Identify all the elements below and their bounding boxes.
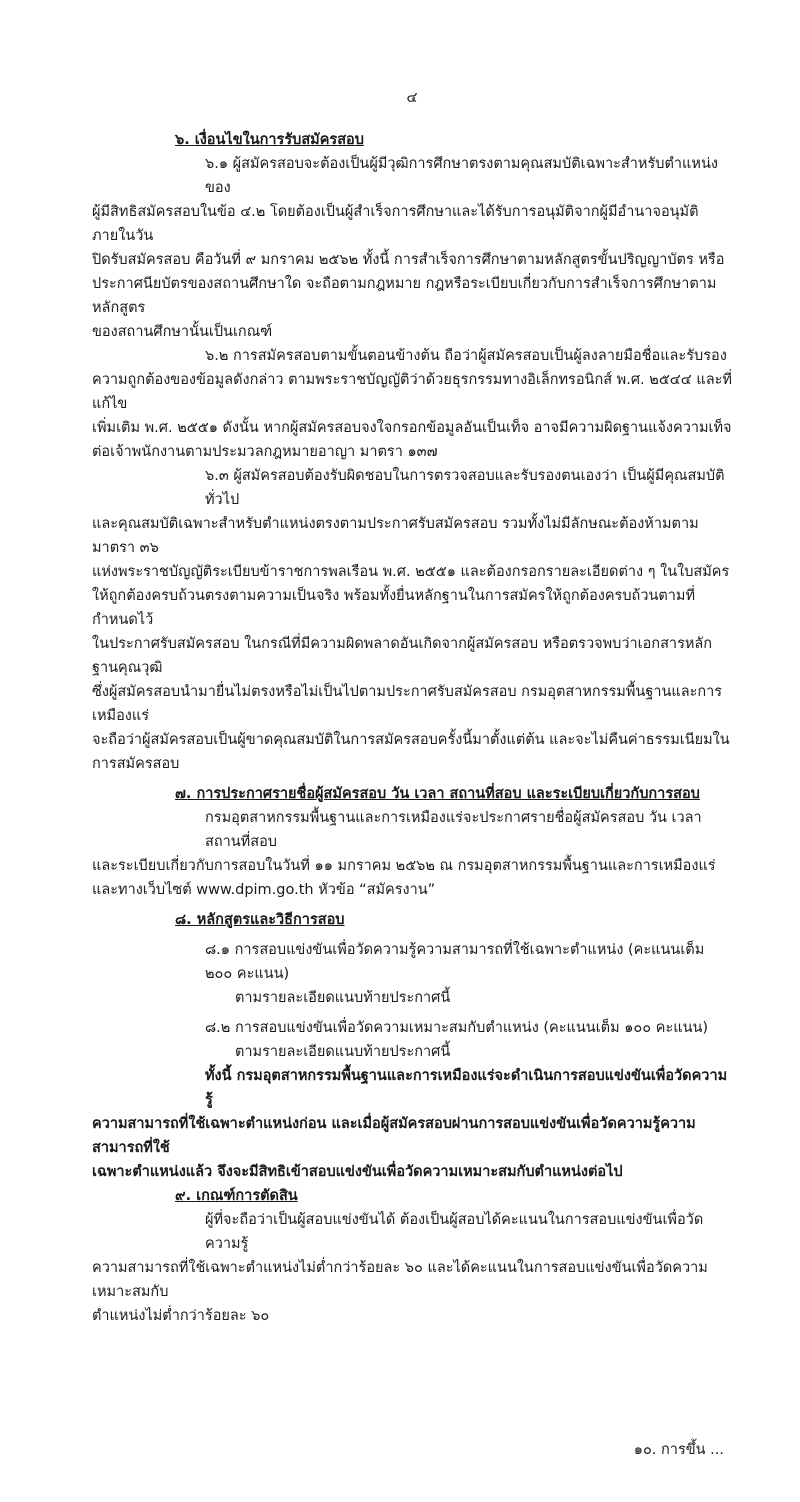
para-6-2-line: เพิ่มเติม พ.ศ. ๒๕๕๑ ดังนั้น หากผู้สมัครสอบจงใจกรอกข้อมูลอันเป็นเท็จ อาจมีความผิดฐานแจ้งความเท็จ <box>92 420 732 436</box>
para-6-2-line: ๖.๒ การสมัครสอบตามขั้นตอนข้างต้น ถือว่าผู้สมัครสอบเป็นผู้ลงลายมือชื่อและรับรอง <box>205 348 727 364</box>
section-8-note-line: ความสามารถที่ใช้เฉพาะตำแหน่งก่อน และเมื่อผู้สมัครสอบผ่านการสอบแข่งขันเพื่อวัดความรู้ความสามารถที่ใช้ <box>92 1116 696 1156</box>
continuation-footer: ๑๐. การขึ้น ... <box>633 1442 724 1458</box>
item-8-2-detail: ตามรายละเอียดแนบท้ายประกาศนี้ <box>235 1044 451 1060</box>
section-8-heading: ๘. หลักสูตรและวิธีการสอบ <box>175 912 345 928</box>
section-8-note-line: ทั้งนี้ กรมอุตสาหกรรมพื้นฐานและการเหมืองแร่จะดำเนินการสอบแข่งขันเพื่อวัดความรู้ <box>205 1068 728 1108</box>
para-6-1-line: ของสถานศึกษานั้นเป็นเกณฑ์ <box>92 324 273 340</box>
para-6-3-line: แห่งพระราชบัญญัติระเบียบข้าราชการพลเรือน พ.ศ. ๒๕๕๑ และต้องกรอกรายละเอียดต่าง ๆ ในใบสมัคร <box>92 564 730 580</box>
section-9-line: ตำแหน่งไม่ต่ำกว่าร้อยละ ๖๐ <box>92 1308 270 1324</box>
para-6-2-line: ความถูกต้องของข้อมูลดังกล่าว ตามพระราชบัญญัติว่าด้วยธุรกรรมทางอิเล็กทรอนิกส์ พ.ศ. ๒๕๔๔ และที่แก้ไข <box>92 372 732 412</box>
para-6-1-line: ประกาศนียบัตรของสถานศึกษาใด จะถือตามกฎหมาย กฎหรือระเบียบเกี่ยวกับการสำเร็จการศึกษาตามหลักสูตร <box>92 276 717 316</box>
section-7-line: และระเบียบเกี่ยวกับการสอบในวันที่ ๑๑ มกราคม ๒๕๖๒ ณ กรมอุตสาหกรรมพื้นฐานและการเหมืองแร่ <box>92 858 716 874</box>
para-6-2-line: ต่อเจ้าพนักงานตามประมวลกฎหมายอาญา มาตรา ๑๓๗ <box>92 444 438 460</box>
para-6-3-line: ในประกาศรับสมัครสอบ ในกรณีที่มีความผิดพลาดอันเกิดจากผู้สมัครสอบ หรือตรวจพบว่าเอกสารหลักฐานคุณวุฒิ <box>92 636 713 676</box>
para-6-1-line: ปิดรับสมัครสอบ คือวันที่ ๙ มกราคม ๒๕๖๒ ทั้งนี้ การสำเร็จการศึกษาตามหลักสูตรขั้นปริญญาบัตร หรือ <box>92 252 725 268</box>
section-7-line: กรมอุตสาหกรรมพื้นฐานและการเหมืองแร่จะประกาศรายชื่อผู้สมัครสอบ วัน เวลา สถานที่สอบ <box>205 810 702 850</box>
section-9-line: ผู้ที่จะถือว่าเป็นผู้สอบแข่งขันได้ ต้องเป็นผู้สอบได้คะแนนในการสอบแข่งขันเพื่อวัดความรู้ <box>205 1212 704 1252</box>
section-7-heading: ๗. การประกาศรายชื่อผู้สมัครสอบ วัน เวลา สถานที่สอบ และระเบียบเกี่ยวกับการสอบ <box>175 786 700 802</box>
para-6-1-line: ผู้มีสิทธิสมัครสอบในข้อ ๔.๒ โดยต้องเป็นผู้สำเร็จการศึกษาและได้รับการอนุมัติจากผู้มีอำนาจอนุมัติภายในวัน <box>92 204 699 244</box>
item-8-2: ๘.๒ การสอบแข่งขันเพื่อวัดความเหมาะสมกับตำแหน่ง (คะแนนเต็ม ๑๐๐ คะแนน) <box>205 1020 709 1036</box>
section-6-heading: ๖. เงื่อนไขในการรับสมัครสอบ <box>175 132 364 148</box>
para-6-3-line: จะถือว่าผู้สมัครสอบเป็นผู้ขาดคุณสมบัติในการสมัครสอบครั้งนี้มาตั้งแต่ต้น และจะไม่คืนค่าธรรมเนียมในการสมัครสอบ <box>92 732 730 772</box>
para-6-1-line: ๖.๑ ผู้สมัครสอบจะต้องเป็นผู้มีวุฒิการศึกษาตรงตามคุณสมบัติเฉพาะสำหรับตำแหน่งของ <box>205 156 718 196</box>
section-8-note-line: เฉพาะตำแหน่งแล้ว จึงจะมีสิทธิเข้าสอบแข่งขันเพื่อวัดความเหมาะสมกับตำแหน่งต่อไป <box>92 1164 623 1180</box>
section-9-heading: ๙. เกณฑ์การตัดสิน <box>175 1188 298 1204</box>
page-number: ๔ <box>406 90 418 106</box>
para-6-3-line: ซึ่งผู้สมัครสอบนำมายื่นไม่ตรงหรือไม่เป็นไปตามประกาศรับสมัครสอบ กรมอุตสาหกรรมพื้นฐานและการเหมืองแร่ <box>92 684 723 724</box>
para-6-3-line: ๖.๓ ผู้สมัครสอบต้องรับผิดชอบในการตรวจสอบและรับรองตนเองว่า เป็นผู้มีคุณสมบัติทั่วไป <box>205 468 725 508</box>
para-6-3-line: ให้ถูกต้องครบถ้วนตรงตามความเป็นจริง พร้อมทั้งยื่นหลักฐานในการสมัครให้ถูกต้องครบถ้วนตามที่กำหนดไว้ <box>92 588 696 628</box>
item-8-1: ๘.๑ การสอบแข่งขันเพื่อวัดความรู้ความสามารถที่ใช้เฉพาะตำแหน่ง (คะแนนเต็ม ๒๐๐ คะแนน) <box>205 942 705 982</box>
section-9-line: ความสามารถที่ใช้เฉพาะตำแหน่งไม่ต่ำกว่าร้อยละ ๖๐ และได้คะแนนในการสอบแข่งขันเพื่อวัดความเหมาะสมกับ <box>92 1260 708 1300</box>
para-6-3-line: และคุณสมบัติเฉพาะสำหรับตำแหน่งตรงตามประกาศรับสมัครสอบ รวมทั้งไม่มีลักษณะต้องห้ามตามมาตรา ๓๖ <box>92 516 699 556</box>
item-8-1-detail: ตามรายละเอียดแนบท้ายประกาศนี้ <box>235 990 451 1006</box>
section-7-line: และทางเว็บไซต์ www.dpim.go.th หัวข้อ “สมัครงาน” <box>92 882 436 898</box>
